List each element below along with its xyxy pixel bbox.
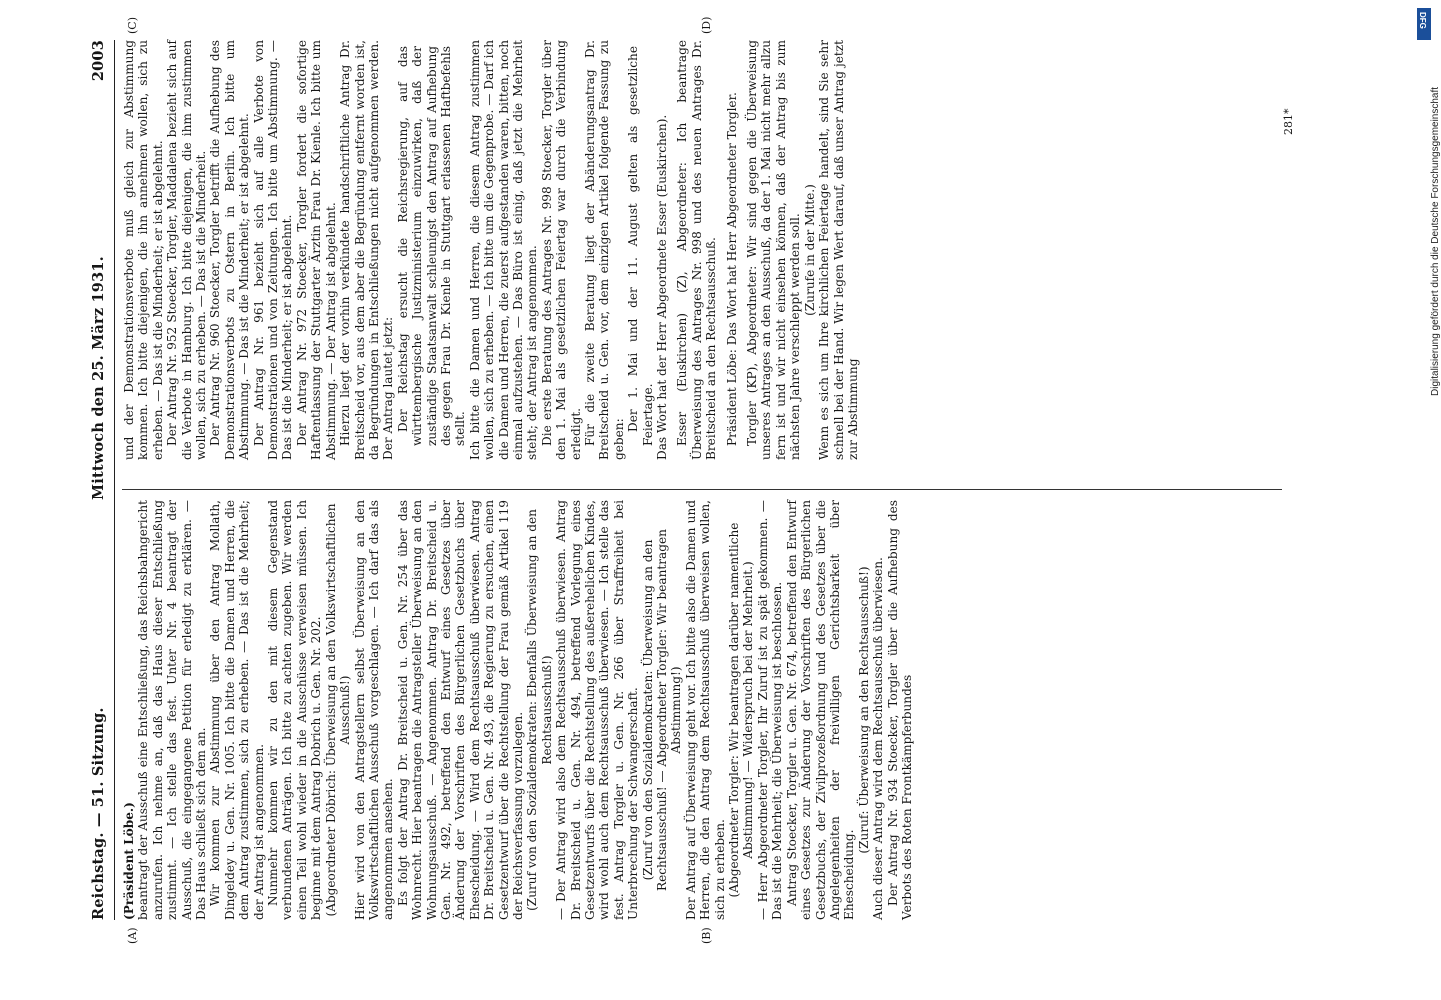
paragraph: (Zurufe in der Mitte.) [802,184,817,316]
margin-mark-d: (D) [700,16,713,34]
paragraph: Die erste Beratung des Antrages Nr. 998 Stoecker, Torgler über den 1. Mai als gesetzlichen Feiertag war durch die Verbindung erledigt. [539,40,583,460]
left-column [122,500,1282,920]
margin-mark-b: (B) [700,927,713,944]
paragraph: (Abgeordneter Döbrich: Überweisung an den Volkswirtschaftlichen Ausschuß!) [323,503,353,917]
paragraph: (Präsident Löbe.) [122,802,136,920]
footer-signature: 281* [1282,108,1295,135]
paragraph: Für die zweite Beratung liegt der Abänderungsantrag Dr. Breitscheid u. Gen. vor, dem einzigen Artikel folgende Fassung zu geben: [583,40,626,460]
header-left: Reichstag. — 51. Sitzung. [90,707,107,920]
column-divider [122,489,1282,490]
paragraph: Wenn es sich um Ihre kirchlichen Feiertage handelt, sind Sie sehr schnell bei der Hand. Wir legen Wert darauf, daß unser Antrag jetzt zur Abstimmung [817,40,860,460]
paragraph: Der Reichstag ersucht die Reichsregierung, auf das württembergische Justizministerium einzuwirken, daß der zuständige Staatsanwalt schleunigst den Antrag auf Aufhebung des gegen Frau Dr. Kienle in Stuttgart erlassenen Haftbefehls stellt. [395,46,468,446]
digitization-watermark [1416,6,1441,996]
paragraph: (Zuruf: Überweisung an den Rechtsausschuß!) [856,566,871,854]
paragraph: Hier wird von den Antragstellern selbst Überweisung an den Volkswirtschaftlichen Ausschuß vorgeschlagen. — Ich darf das als angenommen ansehen. [352,500,396,920]
paragraph: Der Antrag Nr. 972 Stoecker, Torgler fordert die sofortige Haftentlassung der Stuttgarter Ärztin Frau Dr. Kienle. Ich bitte um Abstimmung. — Der Antrag ist abgelehnt. [294,40,338,460]
paragraph: (Zuruf von den Sozialdemokraten: Ebenfalls Überweisung an den Rechtsausschuß!) [525,509,554,911]
paragraph: Der Antrag Nr. 960 Stoecker, Torgler betrifft die Aufhebung des Demonstrationsverbots zu Ostern in Berlin. Ich bitte um Abstimmung. — Das ist die Minderheit; er ist abgelehnt. [208,40,252,460]
watermark-text: Digitalisierung gefördert durch die Deutsche Forschungsgemeinschaft [1430,86,1441,396]
paragraph: beantragt der Ausschuß eine Entschließung, das Reichsbahngericht anzurufen. Ich nehme an, daß das Haus dieser Entschließung zustimmt. — Ich stelle das fest. Unter Nr. 4 beantragt der Ausschuß, die eingegangene Petition für erledigt zu erklären. — Das Haus schließt sich dem an. [136,500,209,920]
page-header [90,40,116,920]
paragraph: (Abgeordneter Torgler: Wir beantragen darüber namentliche Abstimmung! — Widerspruch bei der Mehrheit.) [727,522,756,898]
page-number: 2003 [90,40,107,82]
paragraph: Der Antrag auf Überweisung geht vor. Ich bitte also die Damen und Herren, die den Antrag dem Rechtsausschuß überweisen wollen, sich zu erheben. [683,500,727,920]
paragraph: Antrag Stoecker, Torgler u. Gen. Nr. 674, betreffend den Entwurf eines Gesetzes zur Änderung der Vorschriften des Bürgerlichen Gesetzbuchs, der Zivilprozeßordnung und des Gesetzes über die Angelegenheiten der freiwilligen Gerichtsbarkeit über Ehescheidung. [784,500,857,920]
paragraph: Der 1. Mai und der 11. August gelten als gesetzliche Feiertage. [626,46,655,446]
paragraph: Präsident Löbe: Das Wort hat Herr Abgeordneter Torgler. [724,92,739,446]
paragraph: Der Antrag Nr. 952 Stoecker, Torgler, Maddalena bezieht sich auf die Verbote in Hamburg. Ich bitte diejenigen, die ihm zustimmen wollen, sich zu erheben. — Das ist die Minderheit. [165,40,209,460]
paragraph: Esser (Euskirchen) (Z), Abgeordneter: Ich beantrage Überweisung des Antrages Nr. 998 und des neuen Antrages Dr. Breitscheid an den Rechtsausschuß. [675,40,719,460]
paragraph: (Zuruf von den Sozialdemokraten: Überweisung an den Rechtsausschuß! — Abgeordneter Torgler: Wir beantragen Abstimmung!) [640,529,684,891]
paragraph: Es folgt der Antrag Dr. Breitscheid u. Gen. Nr. 254 über das Wohnrecht. Hier beantragen die Antragsteller Überweisung an den Wohnungsausschuß. — Angenommen. Antrag Dr. Breitscheid u. Gen. Nr. 492, betreffend den Entwurf eines Gesetzes über Änderung der Vorschriften des Bürgerlichen Gesetzbuchs über Ehescheidung. — Wird dem Rechtsausschuß überwiesen. Antrag Dr. Breitscheid u. Gen. Nr. 493, die Regierung zu ersuchen, einen Gesetzentwurf über die Rechtstellung der Frau gemäß Artikel 119 der Reichsverfassung vorzulegen. [395,500,525,920]
paragraph: und der Demonstrationsverbote muß gleich zur Abstimmung kommen. Ich bitte diejenigen, die ihn annehmen wollen, sich zu erheben. — Das ist die Minderheit; er ist abgelehnt. [122,40,165,460]
paragraph: Der Antrag Nr. 934 Stoecker, Torgler über die Aufhebung des Verbots des Roten Frontkämpferbundes [885,500,914,920]
margin-mark-a: (A) [126,927,139,944]
paragraph: Auch dieser Antrag wird dem Rechtsausschuß überwiesen. [871,557,886,920]
paragraph: Wir kommen zur Abstimmung über den Antrag Mollath, Dingeldey u. Gen. Nr. 1005. Ich bitte die Damen und Herren, die dem Antrag zustimmen, sich zu erheben. — Das ist die Mehrheit; der Antrag ist angenommen. [208,500,266,920]
dfg-logo-text: DFG [1418,12,1427,29]
paragraph: — Herr Abgeordneter Torgler, Ihr Zuruf ist zu spät gekommen. — Das ist die Mehrheit; die Überweisung ist beschlossen. [755,500,785,920]
paragraph: Nunmehr kommen wir zu den mit diesem Gegenstand verbundenen Anträgen. Ich bitte zu achten zugeben. Wir werden einen Teil wohl wieder in die Ausschüsse verweisen müssen. Ich beginne mit dem Antrag Dobrich u. Gen. Nr. 202. [266,500,324,920]
paragraph: — Der Antrag wird also dem Rechtsausschuß überwiesen. Antrag Dr. Breitscheid u. Gen. Nr. 494, betreffend Vorlegung eines Gesetzentwurfs über die Rechtstellung des außerehelichen Kindes, wird wohl auch dem Rechtsausschuß überwiesen. — Ich stelle das fest. Antrag Torgler u. Gen. Nr. 266 über Straffreiheit bei Unterbrechung der Schwangerschaft. [554,500,641,920]
paragraph: Der Antrag Nr. 961 bezieht sich auf alle Verbote von Demonstrationen und von Zeitungen. Ich bitte um Abstimmung. — Das ist die Minderheit; er ist abgelehnt. [251,40,295,460]
right-column [122,40,1282,460]
paragraph: Das Wort hat der Herr Abgeordnete Esser (Euskirchen). [655,114,670,460]
paragraph: Hierzu liegt der vorhin verkündete handschriftliche Antrag Dr. Breitscheid vor, aus dem aber die Begründung entfernt worden ist, da Begründungen in Entschließungen nicht aufgenommen werden. Der Antrag lautet jetzt: [338,40,396,460]
margin-mark-c: (C) [126,17,139,34]
paragraph: Ich bitte die Damen und Herren, die diesem Antrag zustimmen wollen, sich zu erheben. — Ich bitte um die Gegenprobe. — Darf ich die Damen und Herren, die zuerst aufgestanden waren, bitten, noch einmal aufzustehen. — Das Büro ist einig, daß jetzt die Mehrheit steht; der Antrag ist angenommen. [467,39,540,460]
paragraph: Torgler (KP), Abgeordneter: Wir sind gegen die Überweisung unseres Antrages an den Ausschuß, da der 1. Mai nicht mehr allzu fern ist und wir nicht einsehen können, daß der Antrag bis zum nächsten Jahre verschleppt werden soll. [745,40,803,460]
header-date: Mittwoch den 25. März 1931. [90,256,107,500]
header-rule [114,40,115,920]
